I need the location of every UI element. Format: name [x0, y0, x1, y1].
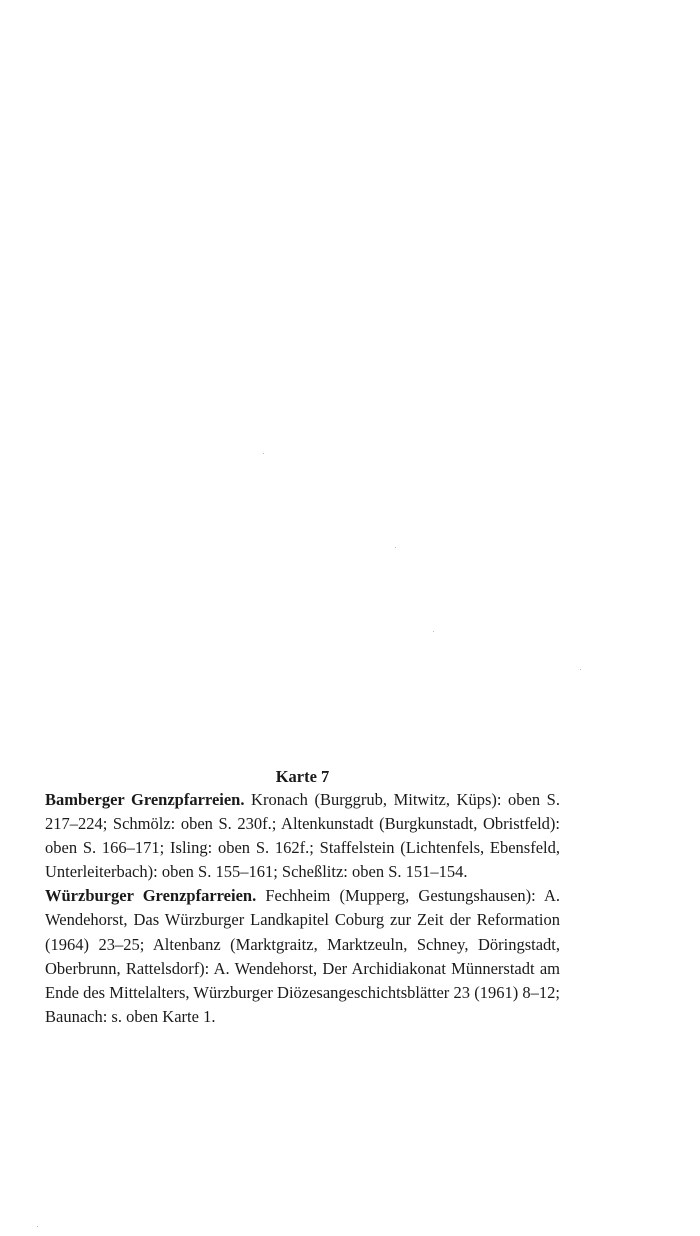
caption-paragraph-bamberg: [45, 788, 560, 884]
scan-speck: [263, 453, 264, 454]
map-caption: [45, 766, 560, 1029]
section-heading-wuerzburg: Würzburger Grenzpfarreien.: [45, 886, 257, 906]
scan-speck: [395, 547, 396, 548]
scan-speck: [580, 669, 581, 670]
section-text-wuerzburg: Fechheim (Mupperg, Gestungshausen): A. Wendehorst, Das Würzburger Landkapitel Coburg zur Zeit der Reformation (1964) 23–25; Altenbanz (Marktgraitz, Marktzeuln, Schney, Döringstadt, Oberbrunn, Rattelsdorf): A. Wendehorst, Der Archidiakonat Münnerstadt am Ende des Mittelalters, Würzburger Diözesangeschichtsblätter 23 (1961) 8–12; Baunach: s. oben Karte 1.: [45, 886, 560, 1026]
scan-speck: [433, 631, 434, 632]
caption-paragraph-wuerzburg: [45, 884, 560, 1029]
section-heading-bamberg: Bamberger Grenzpfarreien.: [45, 790, 245, 809]
section-text-bamberg: Kronach (Burggrub, Mitwitz, Küps): oben S. 217–224; Schmölz: oben S. 230f.; Altenkunstadt (Burgkunstadt, Obristfeld): oben S. 166–171; Isling: oben S. 162f.; Staffelstein (Lichtenfels, Ebensfeld, Unterleiterbach): oben S. 155–161; Scheßlitz: oben S. 151–154.: [45, 790, 560, 882]
scan-speck: [37, 1226, 38, 1227]
caption-title: Karte 7: [275, 767, 330, 786]
